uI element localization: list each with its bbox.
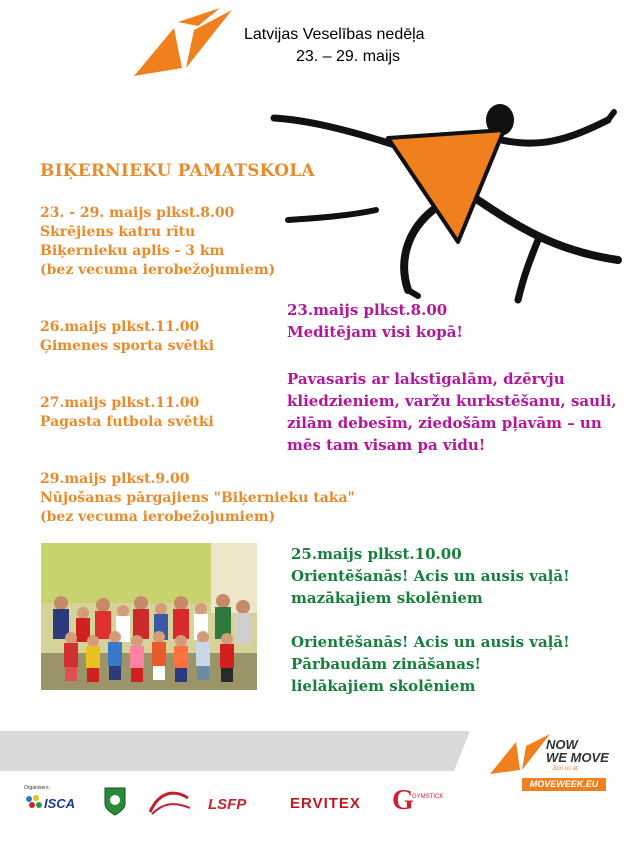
join-label: Join us at: <box>552 766 580 772</box>
event-line: (bez vecuma ierobežojumiem) <box>40 509 276 525</box>
group-photo-image <box>41 543 257 690</box>
organisers-label: Organisers: <box>24 785 50 791</box>
we-move-label: WE MOVE <box>546 750 609 765</box>
event-line: 23.maijs plkst.8.00 <box>287 301 448 319</box>
event-line: 23. - 29. maijs plkst.8.00 <box>40 205 235 221</box>
event-orienteering-young <box>291 543 570 609</box>
event-line: Pavasaris ar lakstīgalām, dzērvju <box>287 370 565 388</box>
ervitex-logo: ERVITEX <box>290 795 361 812</box>
now-we-move-logo <box>490 728 610 798</box>
event-line: zilām debesīm, ziedošām pļavām – un <box>287 414 602 432</box>
event-running <box>40 204 275 280</box>
gymstick-g-icon: G <box>392 785 414 816</box>
event-line: Pārbaudām zināšanas! <box>291 655 481 673</box>
running-figure-icon <box>268 100 624 310</box>
event-description <box>287 368 617 456</box>
event-line: lielākajiem skolēniem <box>291 677 476 695</box>
event-line: 26.maijs plkst.11.00 <box>40 319 200 335</box>
event-line: Biķernieku aplis - 3 km <box>40 243 225 259</box>
sports-emblem-icon <box>146 786 192 818</box>
event-line: mēs tam visam pa vidu! <box>287 436 486 454</box>
event-line: (bez vecuma ierobežojumiem) <box>40 262 276 278</box>
event-line: 29.maijs plkst.9.00 <box>40 471 190 487</box>
event-orienteering-older <box>291 631 570 697</box>
event-football <box>40 394 214 432</box>
header-dates: 23. – 29. maijs <box>296 48 401 65</box>
header-title: Latvijas Veselības nedēļa <box>244 26 425 43</box>
event-line: 25.maijs plkst.10.00 <box>291 545 462 563</box>
school-title: BIĶERNIEKU PAMATSKOLA <box>40 161 315 181</box>
event-line: Ģimenes sporta svētki <box>40 338 215 354</box>
event-line: Orientēšanās! Acis un ausis vaļā! <box>291 633 570 651</box>
event-family-sports <box>40 318 214 356</box>
event-line: 27.maijs plkst.11.00 <box>40 395 200 411</box>
event-line: Pagasta futbola svētki <box>40 414 214 430</box>
now-label: NOW <box>546 737 578 752</box>
event-line: Nūjošanas pārgajiens "Biķernieku taka" <box>40 490 355 506</box>
isca-icon <box>24 794 44 812</box>
gymstick-logo <box>392 785 452 816</box>
moveweek-site-link[interactable]: MOVEWEEK.EU <box>522 778 606 791</box>
moveweek-small-logo-icon <box>490 732 550 774</box>
shield-logo-icon <box>104 786 126 816</box>
moveweek-logo-icon <box>134 6 234 76</box>
event-line: kliedzieniem, varžu kurkstēšanu, sauli, <box>287 392 617 410</box>
isca-logo <box>24 794 86 812</box>
event-line: Skrējiens katru rītu <box>40 224 196 240</box>
event-line: Meditējam visi kopā! <box>287 323 464 341</box>
lsfp-logo: LSFP <box>208 796 247 813</box>
event-line: mazākajiem skolēniem <box>291 589 483 607</box>
event-meditation <box>287 299 463 343</box>
event-line: Orientēšanās! Acis un ausis vaļā! <box>291 567 570 585</box>
event-nordic-walking <box>40 470 355 527</box>
gymstick-text: GYMSTICK <box>412 794 444 800</box>
isca-text: ISCA <box>44 796 76 811</box>
group-photo <box>41 543 257 690</box>
